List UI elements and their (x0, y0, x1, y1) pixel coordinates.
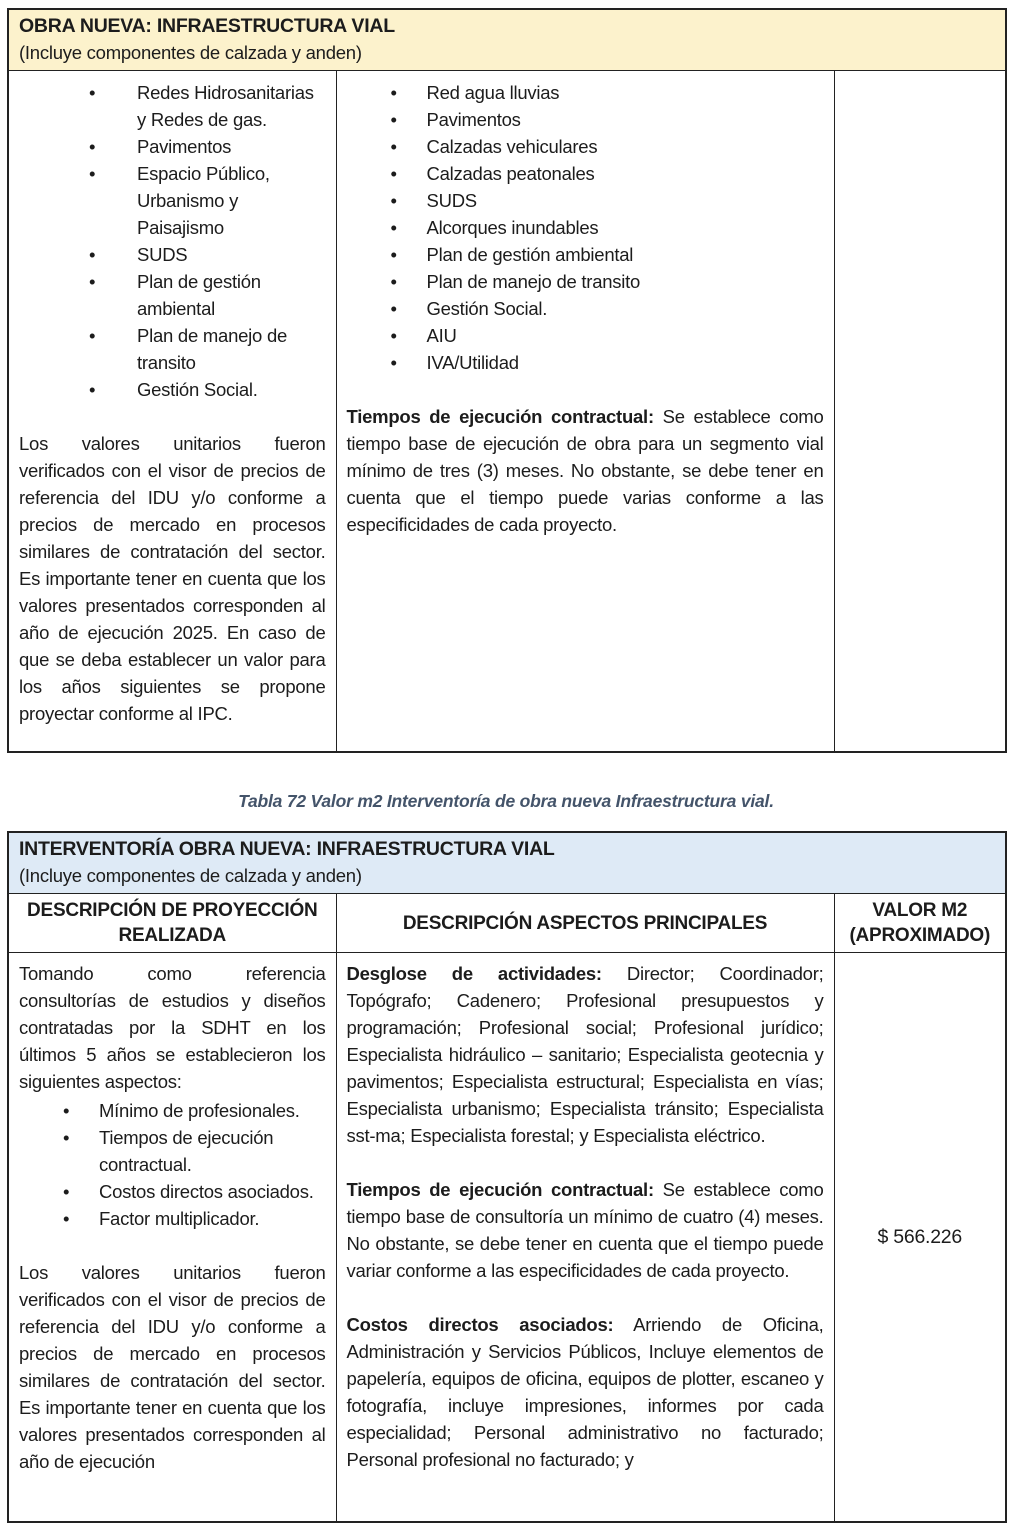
section-desglose (347, 960, 824, 1149)
list-item: • Gestión Social. (347, 295, 824, 322)
list-item: • Mínimo de profesionales. (19, 1097, 326, 1124)
list-item: • Red agua lluvias (347, 79, 824, 106)
list-item: • SUDS (347, 187, 824, 214)
paragraph-lead: Tiempos de ejecución contractual: (346, 406, 654, 427)
table1-col1-list (19, 79, 326, 403)
table2-header-cell (8, 832, 1006, 894)
table1-body-row (8, 71, 1006, 753)
list-item: • Plan de manejo de transito (19, 322, 326, 376)
list-item: • Costos directos asociados. (19, 1178, 326, 1205)
list-item: • Redes Hidrosanitarias y Redes de gas. (19, 79, 326, 133)
table-obra-nueva (7, 8, 1007, 753)
section-lead: Costos directos asociados: (346, 1314, 614, 1335)
list-item: • Pavimentos (19, 133, 326, 160)
column-header-aspectos-principales: DESCRIPCIÓN ASPECTOS PRINCIPALES (336, 894, 834, 953)
list-item: • Plan de manejo de transito (347, 268, 824, 295)
table2-col1-cell (8, 953, 336, 1523)
paragraph-text: Se establece como tiempo base de ejecución de obra para un segmento vial mínimo de tres (3) meses. No obstante, se debe tener en cuenta que el tiempo puede varias conforme a las especificidades de cada proyecto. (346, 406, 824, 535)
table1-header-band (8, 9, 1006, 71)
table2-col2-cell (336, 953, 834, 1523)
list-item: • Plan de gestión ambiental (347, 241, 824, 268)
column-header-descripcion-proyeccion: DESCRIPCIÓN DE PROYECCIÓN REALIZADA (8, 894, 336, 953)
list-item: • Calzadas peatonales (347, 160, 824, 187)
table1-col3-cell-empty (834, 71, 1006, 753)
list-item: • Espacio Público, Urbanismo y Paisajismo (19, 160, 326, 241)
table2-col1-intro: Tomando como referencia consultorías de estudios y diseños contratadas por la SDHT en los últimos 5 años se establecieron los siguientes aspectos: (19, 963, 326, 1092)
table2-column-header-row (8, 894, 1006, 953)
table-interventoria (7, 831, 1007, 1523)
table2-col1-list (19, 1097, 326, 1232)
valor-m2-cell: $ 566.226 (834, 953, 1006, 1523)
list-item: • AIU (347, 322, 824, 349)
list-item: • IVA/Utilidad (347, 349, 824, 376)
table-caption: Tabla 72 Valor m2 Interventoría de obra nueva Infraestructura vial. (238, 791, 774, 811)
list-item: • Calzadas vehiculares (347, 133, 824, 160)
table2-col1-paragraph: Los valores unitarios fueron verificados con el visor de precios de referencia del IDU y/o conforme a precios de mercado en procesos similares de contratación del sector. Es importante tener en cuenta que los valores presentados corresponden al año de ejecución (19, 1262, 326, 1472)
section-lead: Desglose de actividades: (346, 963, 602, 984)
table2-header-band (8, 832, 1006, 894)
table2-body-row (8, 953, 1006, 1523)
table1-subtitle: (Incluye componentes de calzada y anden) (19, 42, 362, 63)
table2-title: INTERVENTORÍA OBRA NUEVA: INFRAESTRUCTURA VIAL (19, 838, 555, 860)
list-item: • Gestión Social. (19, 376, 326, 403)
table1-col2-list (347, 79, 824, 376)
list-item: • SUDS (19, 241, 326, 268)
list-item: • Plan de gestión ambiental (19, 268, 326, 322)
table1-col2-paragraph (347, 403, 824, 538)
section-costos (347, 1311, 824, 1473)
column-header-valor-m2: VALOR M2 (APROXIMADO) (834, 894, 1006, 953)
table1-col1-cell (8, 71, 336, 753)
section-tiempos (347, 1176, 824, 1284)
table2-subtitle: (Incluye componentes de calzada y anden) (19, 865, 362, 886)
section-text: Arriendo de Oficina, Administración y Servicios Públicos, Incluye elementos de papelería, equipos de oficina, equipos de plotter, escaneo y fotografía, incluye impresiones, informes por cada especialidad; Personal administrativo no facturado; Personal profesional no facturado; y (346, 1314, 824, 1470)
table1-header-cell (8, 9, 1006, 71)
list-item: • Factor multiplicador. (19, 1205, 326, 1232)
table1-col1-paragraph: Los valores unitarios fueron verificados con el visor de precios de referencia del IDU y/o conforme a precios de mercado en procesos similares de contratación del sector. Es importante tener en cuenta que los valores presentados corresponden al año de ejecución 2025. En caso de que se deba establecer un valor para los años siguientes se propone proyectar conforme al IPC. (19, 433, 326, 724)
table1-col2-cell (336, 71, 834, 753)
table1-title: OBRA NUEVA: INFRAESTRUCTURA VIAL (19, 15, 395, 37)
list-item: • Tiempos de ejecución contractual. (19, 1124, 326, 1178)
section-text: Se establece como tiempo base de consultoría un mínimo de cuatro (4) meses. No obstante, se debe tener en cuenta que el tiempo puede variar conforme a las especificidades de cada proyecto. (346, 1179, 824, 1281)
list-item: • Pavimentos (347, 106, 824, 133)
section-lead: Tiempos de ejecución contractual: (346, 1179, 654, 1200)
list-item: • Alcorques inundables (347, 214, 824, 241)
section-text: Director; Coordinador; Topógrafo; Cadenero; Profesional presupuestos y programación; Profesional social; Profesional jurídico; Especialista hidráulico – sanitario; Especialista geotecnia y pavimentos; Especialista estructural; Especialista en vías; Especialista urbanismo; Especialista tránsito; Especialista sst-ma; Especialista forestal; y Especialista eléctrico. (346, 963, 824, 1146)
